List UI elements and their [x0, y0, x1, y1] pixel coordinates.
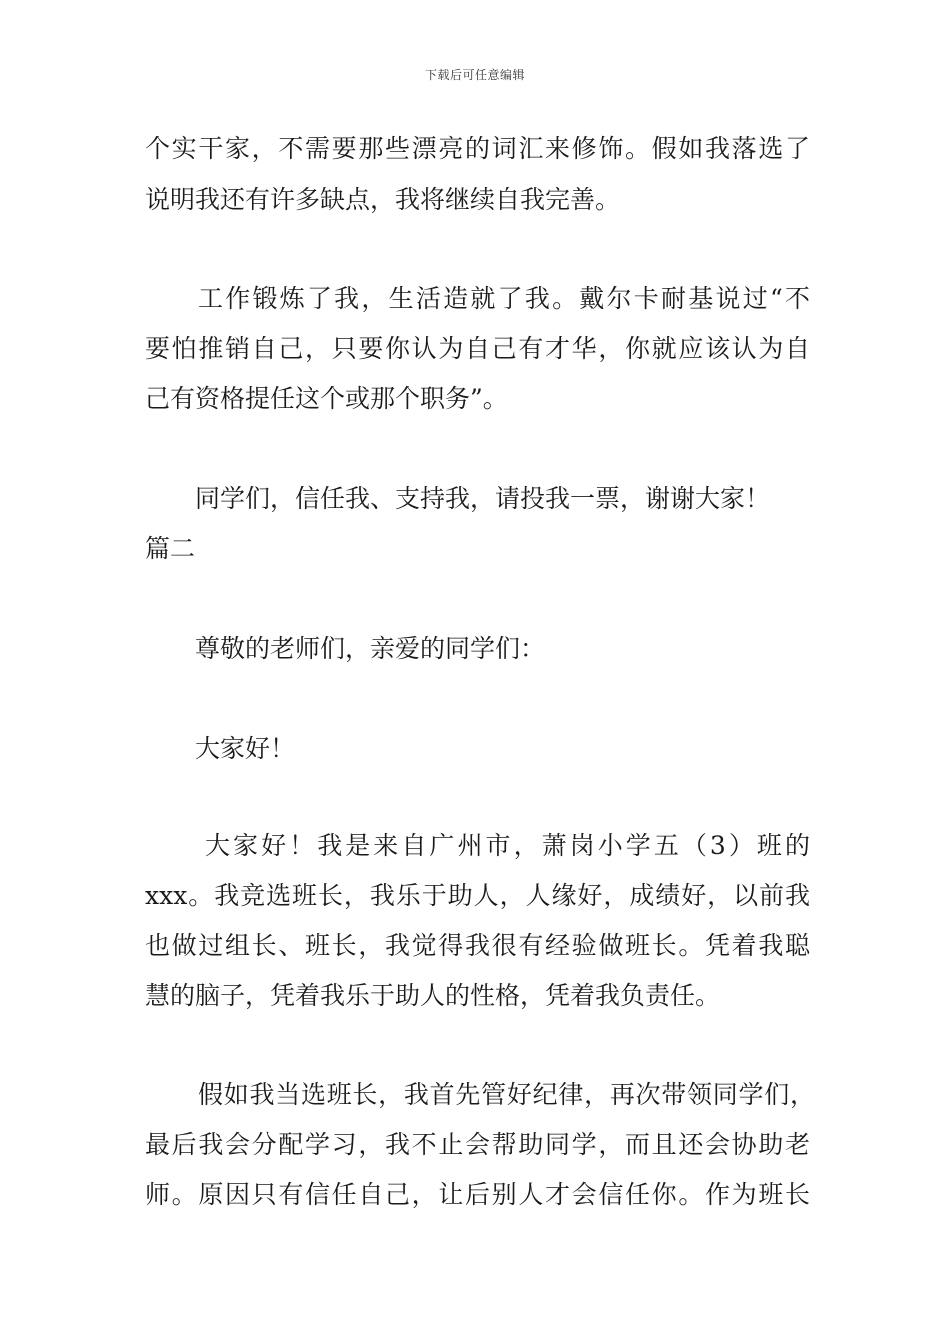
text-line: 工作锻炼了我，生活造就了我。戴尔卡耐基说过“不 [198, 284, 810, 313]
text-line: 最后我会分配学习，我不止会帮助同学，而且还会协助老 [145, 1130, 810, 1159]
text-line: xxx。我竞选班长，我乐于助人，人缘好，成绩好，以前我 [145, 881, 810, 910]
text-line: 大家好！ [195, 734, 296, 763]
section-heading: 篇二 [145, 534, 196, 563]
text-line: 师。原因只有信任自己，让后别人才会信任你。作为班长 [145, 1180, 810, 1209]
text-line: 个实干家，不需要那些漂亮的词汇来修饰。假如我落选了 [145, 134, 810, 163]
text-line: 要怕推销自己，只要你认为自己有才华，你就应该认为自 [145, 334, 810, 363]
text-line: 己有资格提任这个或那个职务”。 [145, 384, 508, 413]
text-line: 说明我还有许多缺点，我将继续自我完善。 [145, 185, 621, 214]
text-line: 尊敬的老师们，亲爱的同学们： [195, 634, 546, 663]
text-line: 假如我当选班长，我首先管好纪律，再次带领同学们， [198, 1080, 815, 1109]
text-line: 慧的脑子，凭着我乐于助人的性格，凭着我负责任。 [145, 981, 721, 1010]
text-line: 大家好！我是来自广州市，萧岗小学五（3）班的 [205, 831, 810, 860]
text-line: 也做过组长、班长，我觉得我很有经验做班长。凭着我聪 [145, 931, 810, 960]
text-line: 同学们，信任我、支持我，请投我一票，谢谢大家！ [195, 484, 771, 513]
page-header: 下载后可任意编辑 [424, 68, 525, 82]
